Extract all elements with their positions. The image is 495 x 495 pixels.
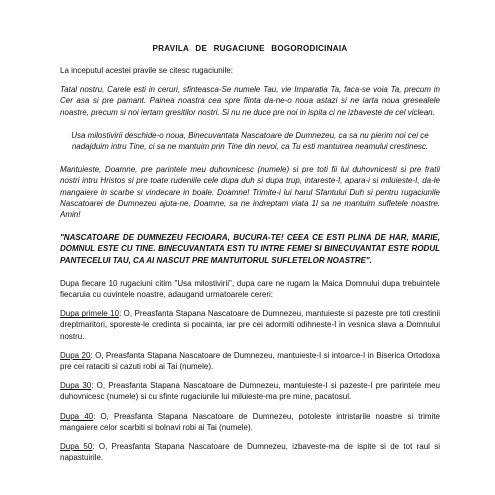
petition-30 [60, 380, 440, 402]
petition-10 [60, 308, 440, 342]
petition-50 [60, 441, 440, 463]
petition-text: : O, Preasfanta Stapana Nascatoare de Dumnezeu, mantuieste si pazeste pre toti crestinii dreptmaritori, sporeste-le credinta si pocainta, iar pre cei adormiti odihneste-I in vesnica slava a Domnului nostru. [60, 309, 441, 341]
petition-20 [60, 350, 440, 372]
prayer-save: Mantuieste, Doamne, pre parintele meu duhovnicesc (numele) si pre toti fii lui duhovnicesti si pre fratii nostri intru Hristos si pre toate rudeniile cele dupa duh si dupa trup, intareste-I, apara-i si miluieste-I, da-le mangaiere in scarbe si vindecare in boale. Doamne! Trimite-i lui harul Sfantului Duh si pentru rugaciunile Nascatoarei de Dumnezeu ajuta-ne, Doamne, sa ne indreptam viata 1l sa ne mantuim sufletele noastre. Amin! [60, 165, 440, 220]
petition-label: Dupa 20 [60, 350, 91, 360]
petition-text: : O, Preasfanta Stapana Nascatoare de Dumnezeu, potoleste intristarile noastre si trimite mangaiere celor scarbiti si bolnavi robi ai Tai (numele). [60, 411, 440, 432]
petition-label: Dupa 30 [60, 381, 92, 391]
intro-text: La inceputul acestei pravile se citesc rugaciunile: [60, 66, 233, 75]
petition-label: Dupa primele 10 [60, 309, 120, 319]
prayer-our-father: Tatal nostru, Carele esti in ceruri, sfinteasca-Se numele Tau, vie Imparatia Ta, faca-se voia Ta, precum in Cer asa si pre pamant. Painea noastra cea spre fiinta da-ne-o noua astazi si ne iarta noua gresealele noastre, precum si noi iertam gresitilor nostri. Si nu ne duce pre noi in ispita ci ne izbaveste de cel viclean. [60, 85, 440, 117]
petition-text: : O, Preasfanta Stapana Nascatoare de Dumnezeu, mantuieste-I si pazeste-I pre parintele meu duhovnicesc (numele) si cu sfinte rugaciunile lui miluieste-ma pre mine, pacatosul. [60, 381, 441, 402]
petition-label: Dupa 40 [60, 411, 94, 421]
petition-40 [60, 411, 440, 433]
prayer-mercy-door: Usa milostivirii deschide-o noua, Binecuvantata Nascatoare de Dumnezeu, ca sa nu pierim noi cei ce nadajduim intru Tine, ci sa ne mantuim prin Tine din nevoi, ca Tu esti mantuirea neamului crestinesc. [71, 130, 429, 152]
petition-text: : O, Preasfanta Stapana Nascatoare de Dumnezeu, izbaveste-ma de ispite si de tot raul si napastuirile. [60, 442, 440, 463]
prayer-hail-mary: "NASCATOARE DE DUMNEZEU FECIOARA, BUCURA-TE! CEEA CE ESTI PLINA DE HAR, MARIE, DOMNUL ESTE CU TINE. BINECUVANTATA ESTI TU INTRE FEMEI SI BINECUVANTAT ESTE RODUL PANTECELUI TAU, CA AI NASCUT PRE MANTUITORUL SUFLETELOR NOASTRE". [60, 233, 440, 265]
petition-text: : O, Preasfanta Stapana Nascatoare de Dumnezeu, mantuieste-I si intoarce-I in Biserica Ortodoxa pre cei rataciti si cazuti robi ai Tai (numele). [60, 350, 440, 372]
instruction-text: Dupa fiecare 10 rugaciuni citim "Usa milostivirii", dupa care ne rugam la Maica Domnului dupa trebuintele fiecaruia cu cuvintele noastre, adaugand urmatoarele cereri: [60, 278, 440, 300]
page-title: PRAVILA DE RUGACIUNE BOGORODICINAIA [152, 44, 348, 53]
petition-label: Dupa 50 [60, 442, 93, 452]
